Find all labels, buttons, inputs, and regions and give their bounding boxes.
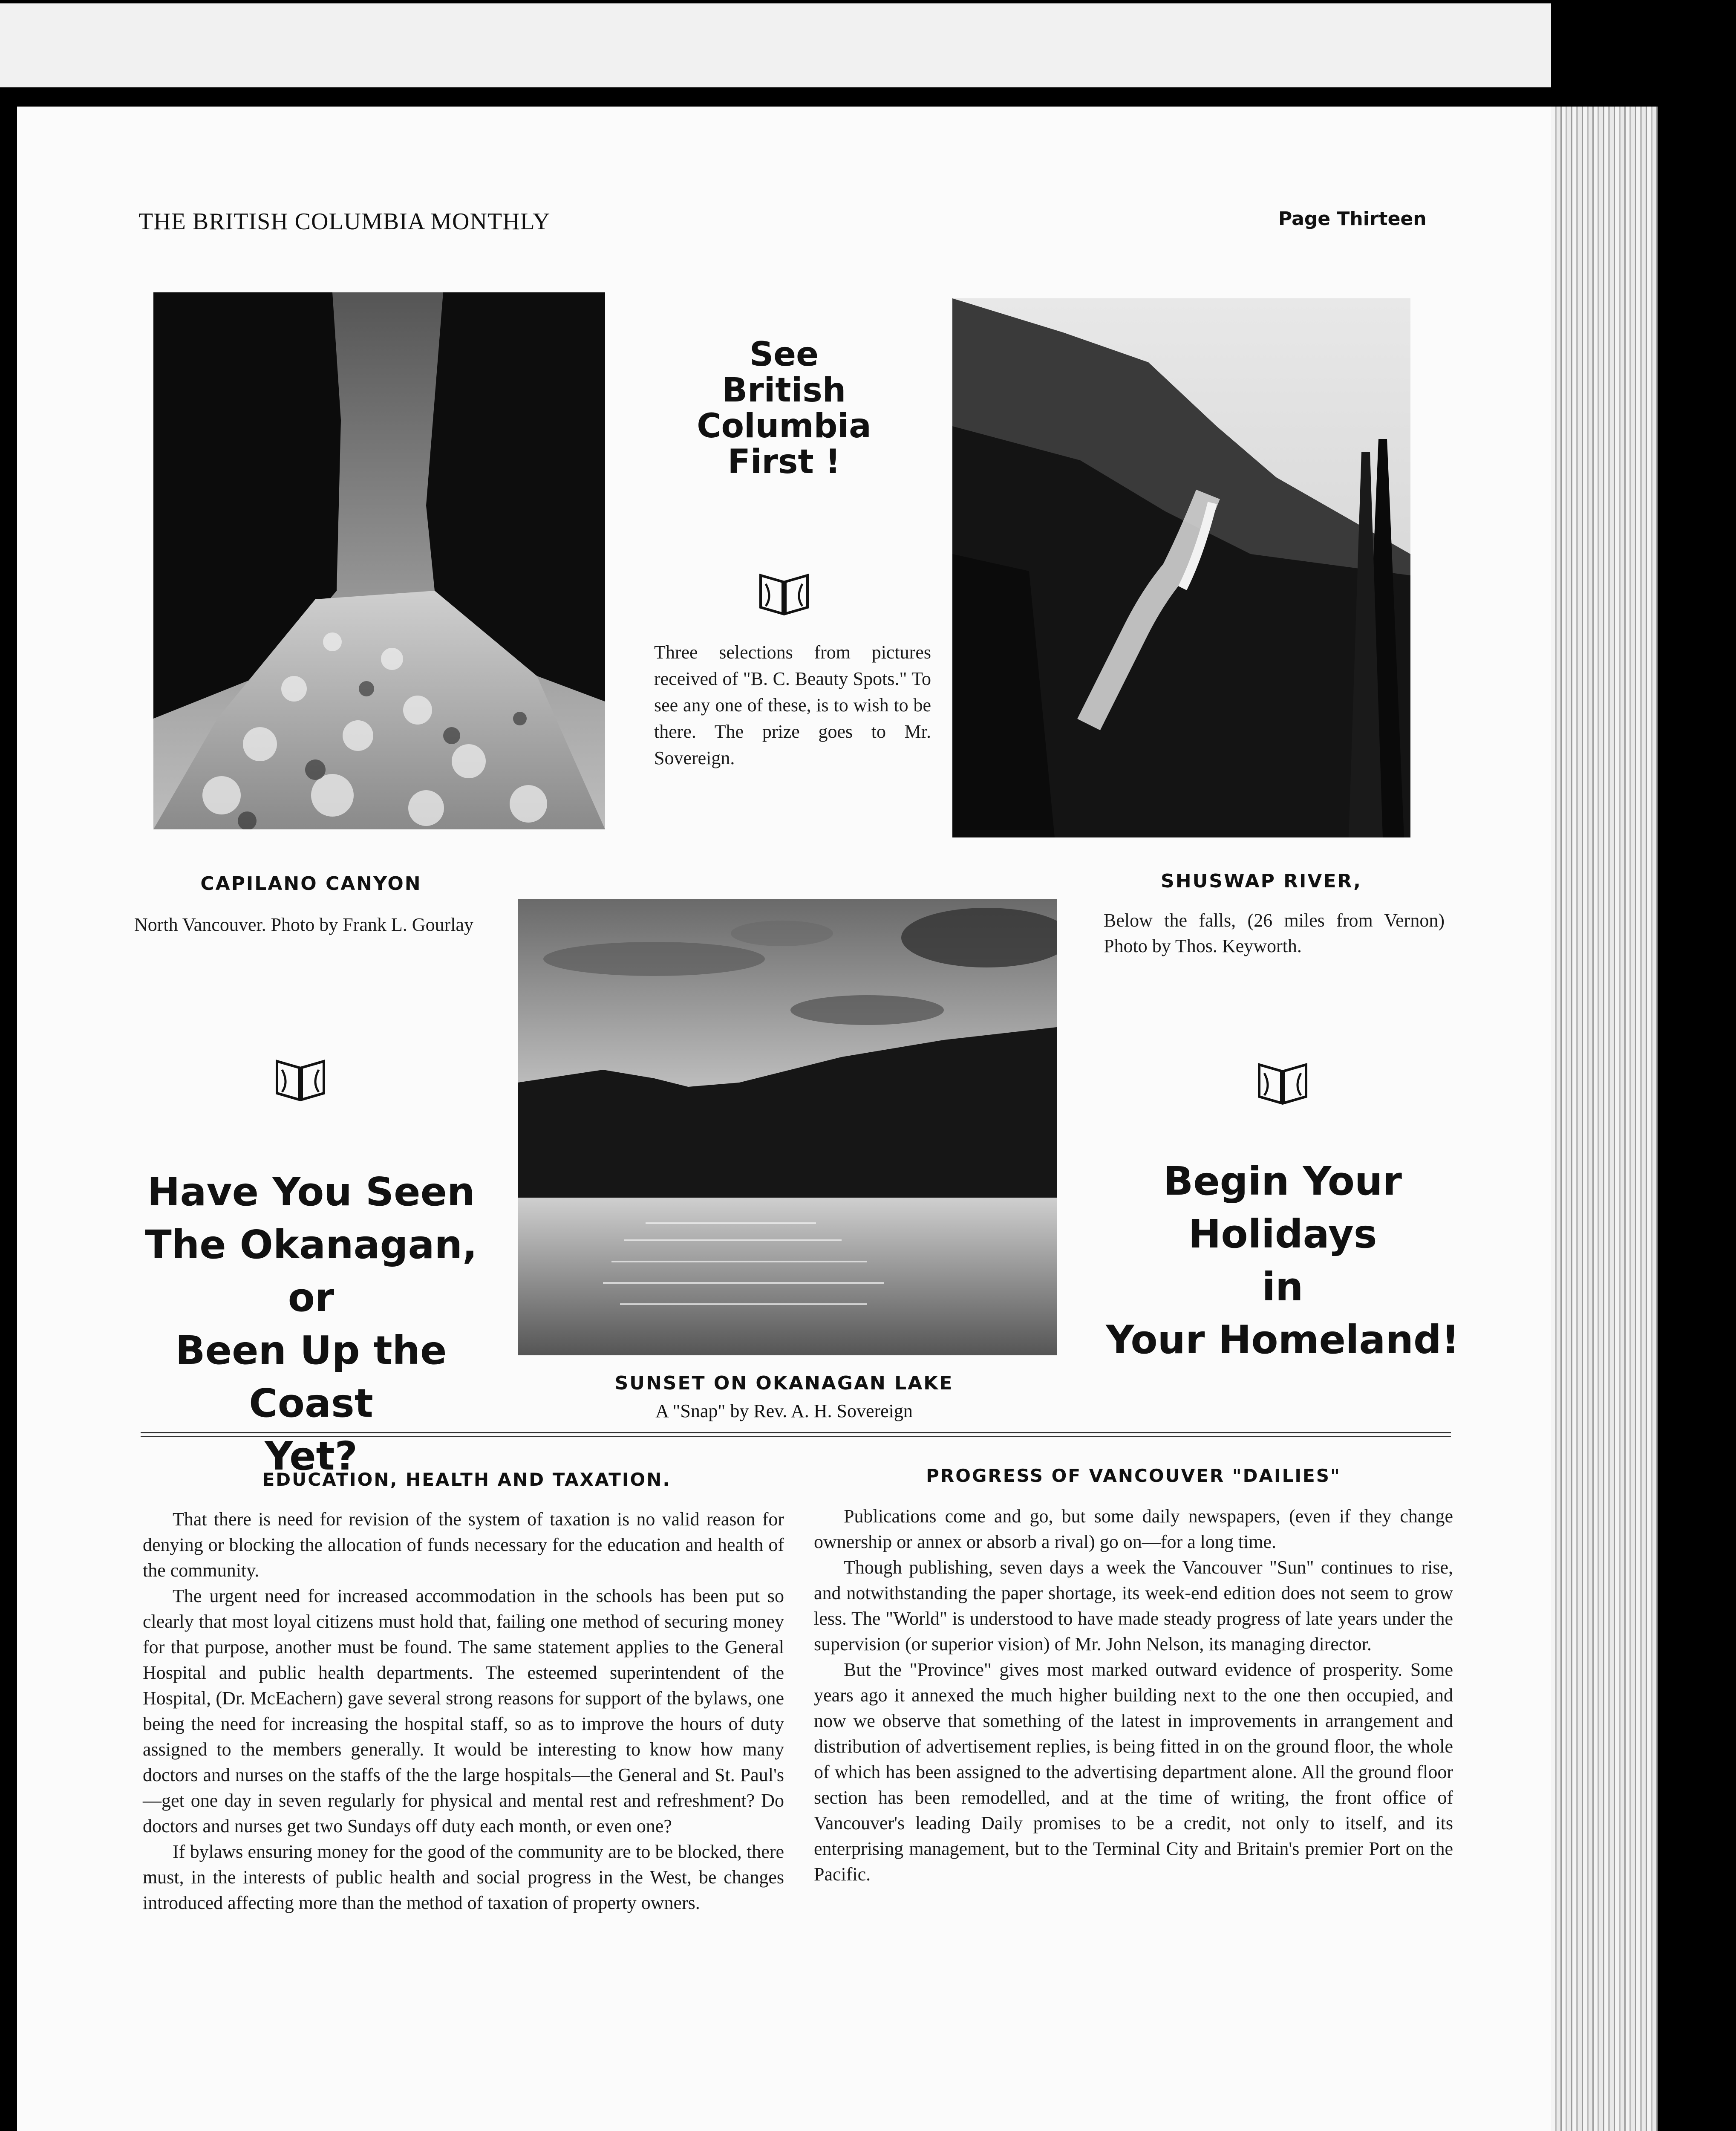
film-edge-line [0,0,1551,3]
film-gap [0,87,1736,107]
article-right-paragraph: Publications come and go, but some daily newspapers, (even if they change ownership or annex or absorb a rival) go on—for a long time. [814,1506,1453,1552]
capilano-canyon-image [153,292,605,829]
book-spine-edges [1551,107,1658,2131]
heading-line-2: British [722,371,846,410]
book-emblem-icon [756,567,812,618]
photo-shuswap-river [952,298,1410,837]
article-right-title: PROGRESS OF VANCOUVER "DAILIES" [926,1465,1341,1486]
caption-okanagan-credit: A "Snap" by Rev. A. H. Sovereign [655,1400,913,1421]
article-right-body [814,1504,1453,1887]
okanagan-sunset-image [518,899,1057,1355]
article-left-paragraph: That there is need for revision of the system of taxation is no valid reason for denying or blocking the allocation of funds necessary for the education and health of the community. [143,1509,784,1581]
section-divider [141,1432,1451,1437]
article-left-paragraph: The urgent need for increased accommodation in the schools has been put so clearly that most loyal citizens must hold that, failing one method of securing money for that purpose, another must be found. The same statement applies to the General Hospital and public health departments. The esteemed superintendent of the Hospital, (Dr. McEachern) gave several strong reasons for support of the bylaws, one being the need for increasing the hospital staff, so as to improve the hours of duty assigned to the members generally. It would be interesting to know how many doctors and nurses on the staffs of the the large hospitals—the General and St. Paul's—get one day in seven regularly for physical and mental rest and refreshment? Do doctors and nurses get two Sundays off duty each month, or even one? [143,1585,784,1836]
heading-line-3: Columbia [697,407,871,445]
page-number: Page Thirteen [1278,208,1427,230]
photo-okanagan-sunset [518,899,1057,1355]
left-slogan-line-1: Have You Seen [147,1169,475,1215]
film-edge-top [0,0,1551,87]
article-right-paragraph: But the "Province" gives most marked outward evidence of prosperity. Some years ago it annexed the much higher building next to the one then occupied, and now we observe that something of the latest in improvements in arrangement and distribution of advertisement replies, is being fitted in on the ground floor, the whole of which has been assigned to the advertising department alone. All the ground floor section has been remodelled, and at the time of writing, the front office of Vancouver's leading Daily promises to be a credit, not only to itself, and its enterprising management, but to the Terminal City and Britain's premier Port on the Pacific. [814,1659,1453,1885]
right-slogan-line-4: Your Homeland! [1106,1317,1459,1363]
left-slogan-line-4: Yet? [265,1433,358,1479]
masthead: THE BRITISH COLUMBIA MONTHLY [138,208,551,235]
shuswap-river-image [952,298,1410,837]
caption-okanagan-title: SUNSET ON OKANAGAN LAKE [614,1372,954,1394]
caption-capilano-title: CAPILANO CANYON [200,873,422,895]
article-right-paragraph: Though publishing, seven days a week the Vancouver "Sun" continues to rise, and notwithstanding the paper shortage, its week-end edition does not seem to grow less. The "World" is understood to have made steady progress of late years under the supervision (or superior vision) of Mr. John Nelson, its managing director. [814,1557,1453,1655]
article-left-paragraph: If bylaws ensuring money for the good of the community are to be blocked, there must, in the interests of public health and social progress in the West, be changes introduced affecting more than the method of taxation of property owners. [143,1841,784,1913]
center-text: Three selections from pictures received of "B. C. Beauty Spots." To see any one of these, is to wish to be there. The prize goes to Mr. Sovereign. [654,642,931,768]
caption-shuswap-credit: Below the falls, (26 miles from Vernon) Photo by Thos. Keyworth. [1104,910,1445,956]
right-slogan [1091,1155,1474,1366]
right-slogan-line-1: Begin Your [1163,1158,1402,1204]
caption-capilano-credit: North Vancouver. Photo by Frank L. Gourlay [134,914,473,935]
book-emblem-icon [1255,1056,1310,1107]
caption-shuswap-title: SHUSWAP RIVER, [1161,870,1362,892]
right-slogan-line-3: in [1262,1264,1303,1310]
left-slogan-line-2: The Okanagan, or [144,1222,478,1320]
left-slogan-line-3: Been Up the Coast [175,1328,447,1426]
article-left-title: EDUCATION, HEALTH AND TAXATION. [262,1469,671,1490]
article-left-body [143,1507,784,1916]
photo-capilano-canyon [153,292,605,829]
heading-line-4: First ! [727,443,841,481]
book-emblem-icon [273,1053,328,1104]
heading-line-1: See [750,335,819,374]
center-heading [656,337,912,480]
right-slogan-line-2: Holidays [1188,1211,1377,1257]
